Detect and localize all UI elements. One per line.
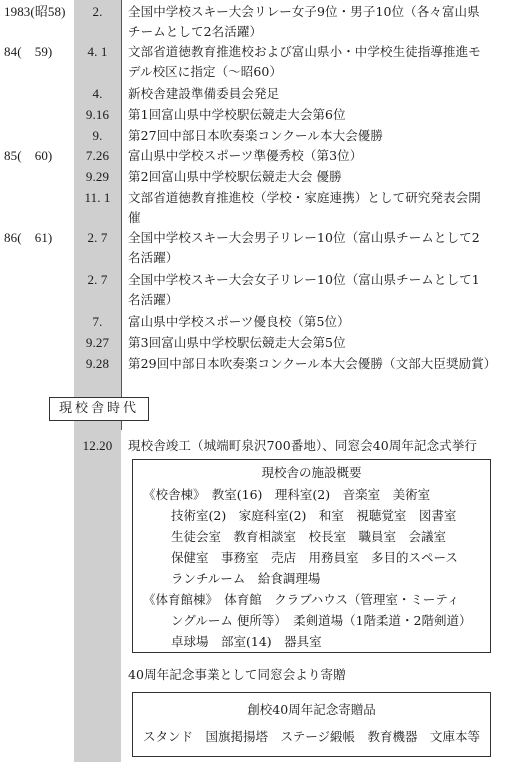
- event-line: 文部省道徳教育推進校（学校・家庭連携）として研究発表会開: [128, 190, 481, 205]
- donation-line: 40周年記念事業として同窓会より寄贈: [128, 667, 346, 682]
- date-cell: 9.29: [85, 169, 110, 184]
- event-line: 催: [128, 210, 141, 225]
- gift-items: スタンド 国旗掲揚塔 ステージ緞帳 教育機器 文庫本等: [142, 729, 480, 744]
- date-cell: 9.16: [85, 107, 110, 122]
- facility-line: 《校舎棟》 教室(16) 理科室(2) 音楽室 美術室: [143, 487, 431, 502]
- facility-box-title: 現校舎の施設概要: [261, 465, 362, 480]
- event-line: 現校舎竣工（城端町泉沢700番地）、同窓会40周年記念式挙行: [128, 438, 478, 453]
- date-cell: 7.26: [85, 148, 110, 163]
- event-line: 新校舎建設準備委員会発足: [128, 86, 280, 101]
- event-line: 名活躍）: [128, 292, 179, 307]
- event-line: デル校区に指定（～昭60）: [128, 64, 283, 79]
- event-line: 全国中学校スキー大会男子リレー10位（富山県チームとして2: [128, 230, 480, 245]
- date-cell: 2.: [92, 4, 103, 19]
- event-line: チームとして2名活躍）: [128, 24, 263, 39]
- date-cell: 9.: [92, 128, 103, 143]
- year-cell: 86( 61): [4, 230, 53, 245]
- date-cell: 2. 7: [87, 230, 108, 245]
- facility-line: ランチルーム 給食調理場: [171, 571, 321, 586]
- date-cell: 4. 1: [87, 44, 108, 59]
- event-line: 第3回富山県中学校駅伝競走大会第5位: [128, 335, 346, 350]
- year-cell: 85( 60): [4, 148, 53, 163]
- event-line: 全国中学校スキー大会女子リレー10位（富山県チームとして1: [128, 272, 480, 287]
- facility-overview-box: [132, 459, 491, 653]
- date-cell: 7.: [92, 314, 103, 329]
- facility-line: 技術室(2) 家庭科室(2) 和室 視聴覚室 図書室: [171, 508, 457, 523]
- facility-line: 保健室 事務室 売店 用務員室 多目的スペース: [171, 550, 458, 565]
- event-line: 第1回富山県中学校駅伝競走大会第6位: [128, 107, 346, 122]
- event-line: 富山県中学校スポーツ準優秀校（第3位）: [128, 148, 363, 163]
- event-line: 第27回中部日本吹奏楽コンクール本大会優勝: [128, 128, 384, 143]
- date-cell: 9.28: [85, 356, 110, 371]
- gift-box: [132, 692, 491, 757]
- event-line: 第29回中部日本吹奏楽コンクール本大会優勝（文部大臣奨励賞）: [128, 356, 497, 371]
- event-line: 文部省道徳教育推進校および富山県小・中学校生徒指導推進モ: [128, 44, 481, 59]
- year-cell: 1983(昭58): [4, 4, 66, 19]
- event-line: 第2回富山県中学校駅伝競走大会 優勝: [128, 169, 342, 184]
- date-cell: 11. 1: [84, 190, 111, 205]
- facility-line: 《体育館棟》 体育館 クラブハウス（管理室・ミーティ: [143, 592, 460, 607]
- facility-line: 卓球場 部室(14) 器具室: [171, 634, 322, 649]
- date-cell: 9.27: [85, 335, 110, 350]
- date-cell: 2. 7: [87, 272, 108, 287]
- year-cell: 84( 59): [4, 44, 53, 59]
- date-cell: 12.20: [82, 438, 113, 453]
- era-heading: 現校舎時代: [49, 397, 149, 421]
- event-line: 名活躍）: [128, 250, 179, 265]
- event-line: 富山県中学校スポーツ優良校（第5位）: [128, 314, 350, 329]
- facility-line: ングルーム 便所等） 柔剣道場（1階柔道・2階剣道）: [171, 613, 472, 628]
- gift-box-title: 創校40周年記念寄贈品: [247, 702, 376, 717]
- event-line: 全国中学校スキー大会リレー女子9位・男子10位（各々富山県: [128, 4, 480, 19]
- facility-line: 生徒会室 教育相談室 校長室 職員室 会議室: [171, 529, 447, 544]
- timeline-rule: [121, 0, 122, 430]
- date-cell: 4.: [92, 86, 103, 101]
